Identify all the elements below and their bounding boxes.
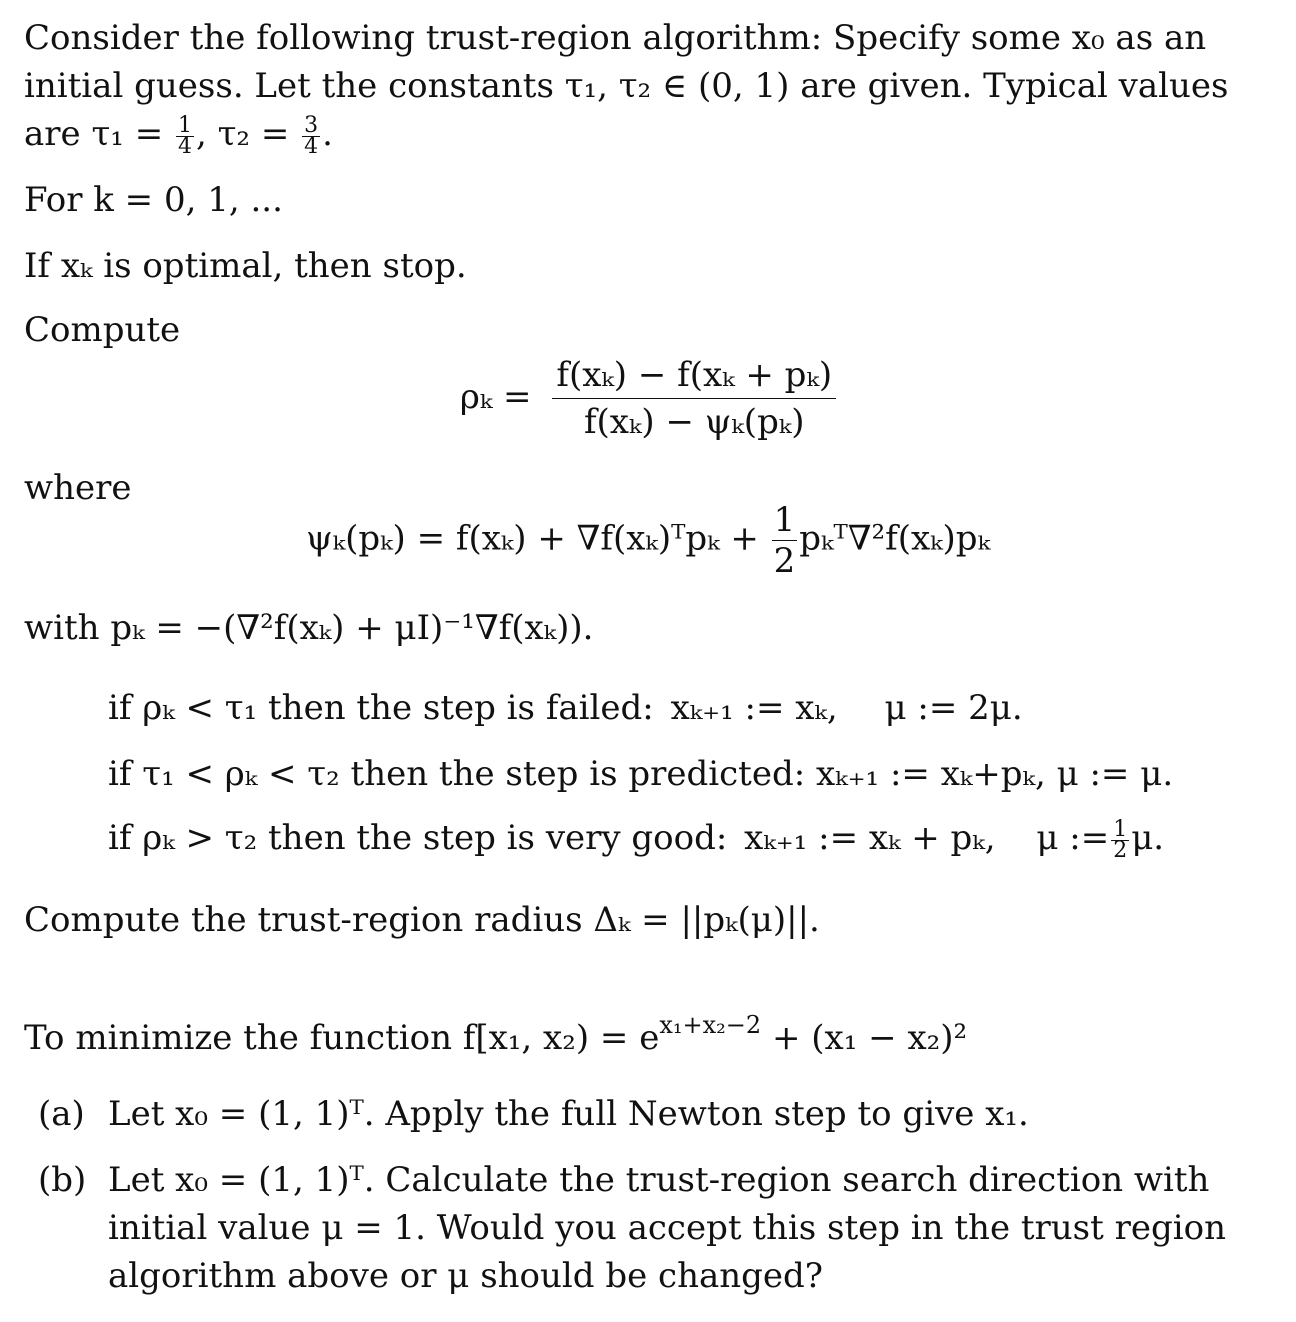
tau1-denominator: 4	[178, 133, 192, 159]
rule-failed-mu: μ := 2μ.	[884, 688, 1023, 728]
rule-very-good-condition: if ρₖ > τ₂ then the step is very good:	[108, 818, 728, 858]
part-b-label: (b)	[38, 1160, 87, 1200]
psi-half-fraction	[772, 500, 798, 581]
rule-very-good-update: xₖ₊₁ := xₖ + pₖ,	[744, 818, 996, 858]
psi-half-denominator: 2	[773, 541, 796, 581]
rule-predicted-mu: μ := μ.	[1056, 754, 1174, 794]
part-a-label: (a)	[38, 1094, 85, 1134]
loop-statement: For k = 0, 1, ...	[24, 180, 283, 220]
rule-failed-update: xₖ₊₁ := xₖ,	[670, 688, 838, 728]
rule-very-good-half-numerator: 1	[1113, 816, 1128, 842]
rho-numerator: f(xₖ) − f(xₖ + pₖ)	[552, 352, 836, 399]
tau2-fraction	[302, 112, 320, 159]
problem-exponent: x₁+x₂−2	[659, 1010, 762, 1039]
rule-very-good-half-denominator: 2	[1113, 837, 1128, 863]
rule-failed	[108, 684, 1023, 732]
psi-lhs: ψₖ(pₖ) = f(xₖ) + ∇f(xₖ)ᵀpₖ +	[306, 518, 759, 559]
rule-predicted-update: xₖ₊₁ := xₖ+pₖ,	[816, 754, 1046, 794]
problem-intro: To minimize the function f[x₁, x₂) = e	[24, 1018, 660, 1058]
tau1-fraction	[176, 112, 194, 159]
tau1-numerator: 1	[178, 112, 192, 138]
psi-formula	[0, 500, 1296, 581]
rule-very-good	[108, 814, 1164, 862]
rho-formula	[0, 352, 1296, 445]
rho-lhs: ρₖ =	[459, 376, 532, 417]
rule-predicted	[108, 750, 1173, 798]
intro-line-3	[24, 110, 333, 158]
intro-line-1: Consider the following trust-region algorithm: Specify some x₀ as an	[24, 18, 1207, 58]
rule-very-good-mu-start: μ :=	[1036, 818, 1110, 858]
rho-fraction	[552, 352, 836, 445]
where-label: where	[24, 468, 132, 508]
part-a-line-1: Let x₀ = (1, 1)ᵀ. Apply the full Newton step to give x₁.	[108, 1094, 1029, 1134]
rule-very-good-mu-end: μ.	[1131, 818, 1165, 858]
part-b-line-1: Let x₀ = (1, 1)ᵀ. Calculate the trust-region search direction with	[108, 1160, 1210, 1200]
intro-line-3-mid: , τ₂ =	[196, 114, 290, 154]
psi-half-numerator: 1	[773, 500, 796, 540]
with-statement: with pₖ = −(∇²f(xₖ) + μI)⁻¹∇f(xₖ)).	[24, 608, 594, 648]
psi-rhs: pₖᵀ∇²f(xₖ)pₖ	[799, 518, 990, 559]
compute-heading: Compute	[24, 310, 181, 350]
rule-predicted-condition: if τ₁ < ρₖ < τ₂ then the step is predicted:	[108, 754, 806, 794]
intro-line-3-end: .	[322, 114, 333, 154]
rule-failed-condition: if ρₖ < τ₁ then the step is failed:	[108, 688, 654, 728]
radius-statement: Compute the trust-region radius Δₖ = ||pₖ(μ)||.	[24, 900, 820, 940]
part-b-line-3: algorithm above or μ should be changed?	[108, 1256, 824, 1296]
tau2-denominator: 4	[304, 133, 319, 159]
rho-denominator: f(xₖ) − ψₖ(pₖ)	[583, 402, 805, 442]
stop-statement: If xₖ is optimal, then stop.	[24, 246, 467, 286]
tau2-numerator: 3	[304, 112, 319, 138]
part-b-line-2: initial value μ = 1. Would you accept this step in the trust region	[108, 1208, 1226, 1248]
rule-very-good-half	[1111, 816, 1129, 863]
intro-line-2: initial guess. Let the constants τ₁, τ₂ ∈ (0, 1) are given. Typical values	[24, 66, 1229, 106]
problem-rest: + (x₁ − x₂)²	[771, 1018, 968, 1058]
problem-statement	[24, 1010, 968, 1062]
intro-line-3-start: are τ₁ =	[24, 114, 164, 154]
